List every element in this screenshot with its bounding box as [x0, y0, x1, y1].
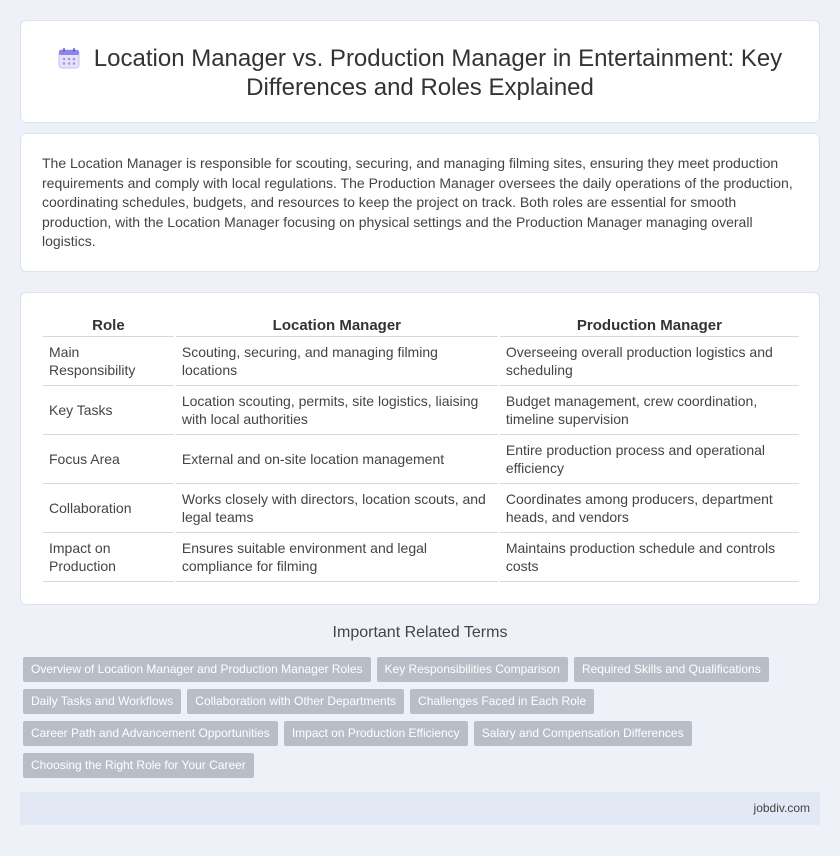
related-terms-title: Important Related Terms — [332, 624, 508, 641]
row-label: Key Tasks — [43, 386, 174, 435]
row-label: Collaboration — [43, 484, 174, 533]
location-cell: Location scouting, permits, site logistics, liaising with local authorities — [176, 386, 498, 435]
row-label: Main Responsibility — [43, 337, 174, 386]
related-tag[interactable]: Overview of Location Manager and Production Manager Roles — [23, 657, 371, 682]
header-production-manager: Production Manager — [500, 313, 799, 337]
footer-site-link[interactable]: jobdiv.com — [753, 801, 810, 815]
production-cell: Entire production process and operational efficiency — [500, 435, 799, 484]
table-row — [43, 337, 799, 386]
header-location-manager: Location Manager — [176, 313, 498, 337]
related-tag[interactable]: Salary and Compensation Differences — [474, 721, 692, 746]
location-cell: Works closely with directors, location scouts, and legal teams — [176, 484, 498, 533]
production-cell: Maintains production schedule and controls costs — [500, 533, 799, 582]
related-tag[interactable]: Impact on Production Efficiency — [284, 721, 468, 746]
related-tag[interactable]: Challenges Faced in Each Role — [410, 689, 594, 714]
calendar-icon — [58, 47, 80, 69]
intro-card — [20, 133, 820, 272]
related-tag[interactable]: Daily Tasks and Workflows — [23, 689, 181, 714]
table-row — [43, 484, 799, 533]
location-cell: Ensures suitable environment and legal compliance for filming — [176, 533, 498, 582]
comparison-table-card — [20, 292, 820, 605]
production-cell: Coordinates among producers, department heads, and vendors — [500, 484, 799, 533]
footer-bar — [20, 792, 820, 825]
table-row — [43, 435, 799, 484]
related-tag[interactable]: Career Path and Advancement Opportunities — [23, 721, 278, 746]
production-cell: Budget management, crew coordination, timeline supervision — [500, 386, 799, 435]
related-tag[interactable]: Choosing the Right Role for Your Career — [23, 753, 254, 778]
location-cell: Scouting, securing, and managing filming locations — [176, 337, 498, 386]
related-tag[interactable]: Key Responsibilities Comparison — [377, 657, 568, 682]
page-title: Location Manager vs. Production Manager in Entertainment: Key Differences and Roles Explained — [93, 45, 783, 101]
page-title-wrap — [21, 44, 819, 102]
intro-paragraph: The Location Manager is responsible for scouting, securing, and managing filming sites, ensuring they meet production requirements and comply with local regulations. The Production Manager oversees the daily operations of the production, coordinating schedules, budgets, and resources to keep the project on track. Both roles are essential for smooth production, with the Location Manager focusing on physical settings and the Production Manager managing overall logistics. — [42, 155, 793, 249]
header-card — [20, 20, 820, 123]
table-row — [43, 386, 799, 435]
production-cell: Overseeing overall production logistics and scheduling — [500, 337, 799, 386]
comparison-table — [41, 313, 801, 582]
table-header-row — [43, 313, 799, 337]
row-label: Impact on Production — [43, 533, 174, 582]
related-tag[interactable]: Collaboration with Other Departments — [187, 689, 404, 714]
related-tag[interactable]: Required Skills and Qualifications — [574, 657, 769, 682]
related-terms-tags — [23, 657, 783, 778]
row-label: Focus Area — [43, 435, 174, 484]
table-row — [43, 533, 799, 582]
location-cell: External and on-site location management — [176, 435, 498, 484]
header-role: Role — [43, 313, 174, 337]
